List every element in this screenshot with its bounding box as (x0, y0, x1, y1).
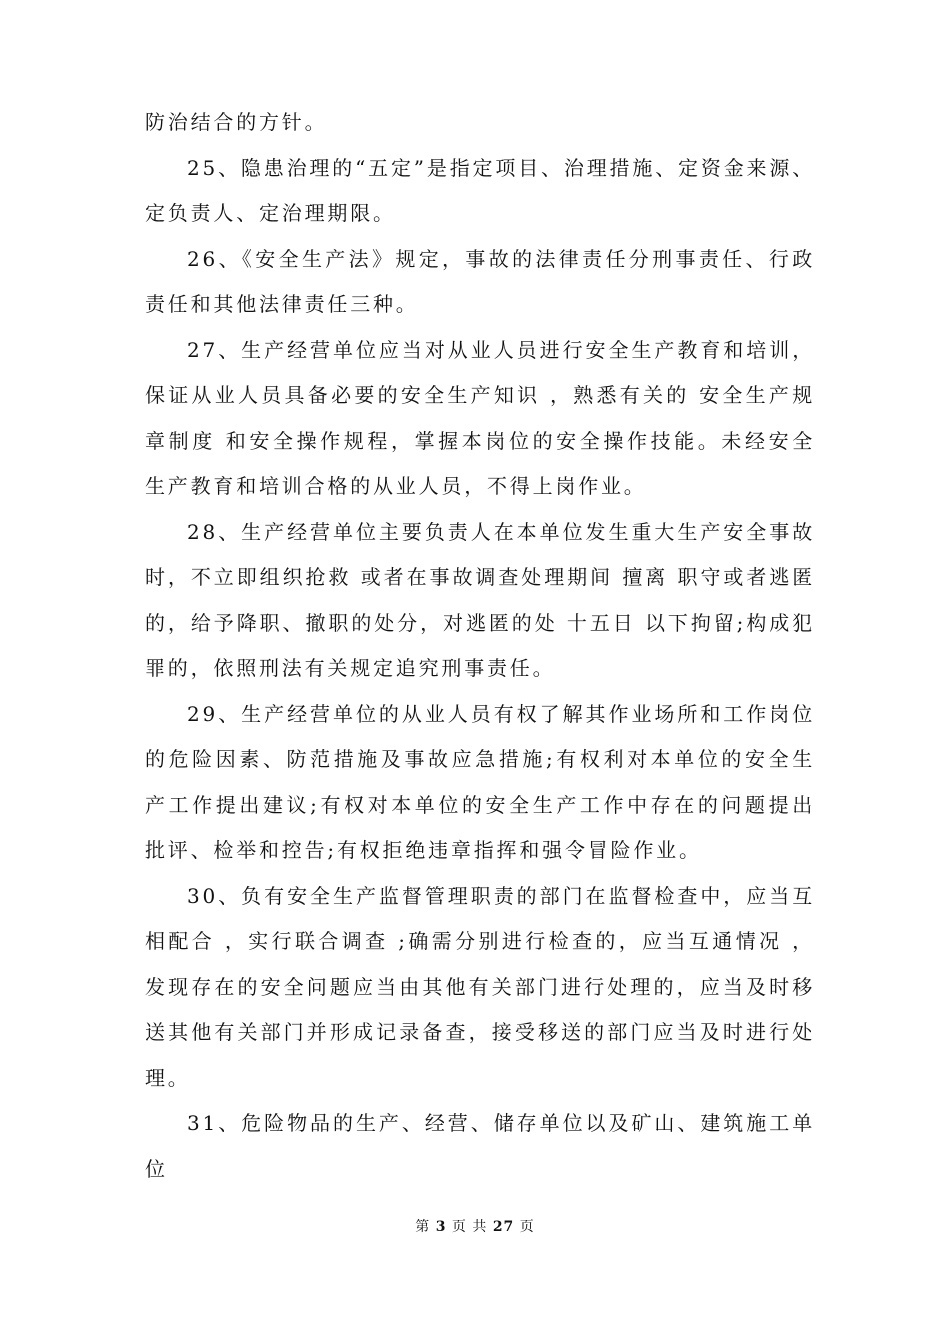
paragraph-item-25: 25、隐患治理的“五定”是指定项目、治理措施、定资金来源、定负责人、定治理期限。 (145, 155, 815, 225)
paragraph-item-26: 26、《安全生产法》规定，事故的法律责任分刑事责任、行政责任和其他法律责任三种。 (145, 246, 815, 316)
footer-prefix: 第 (415, 1219, 431, 1235)
footer-total-pages: 27 (492, 1219, 515, 1235)
paragraph-item-31: 31、危险物品的生产、经营、储存单位以及矿山、建筑施工单位 (145, 1111, 815, 1181)
paragraph-item-28: 28、生产经营单位主要负责人在本单位发生重大生产安全事故时，不立即组织抢救 或者在事故调查处理期间 擅离 职守或者逃匿的，给予降职、撤职的处分，对逃匿的处 十五日 以下拘留;构成犯罪的，依照刑法有关规定追究刑事责任。 (145, 519, 815, 680)
footer-middle: 页 共 (451, 1219, 488, 1235)
footer-suffix: 页 (519, 1219, 535, 1235)
paragraph-item-29: 29、生产经营单位的从业人员有权了解其作业场所和工作岗位的危险因素、防范措施及事故应急措施;有权利对本单位的安全生产工作提出建议;有权对本单位的安全生产工作中存在的问题提出批评、检举和控告;有权拒绝违章指挥和强令冒险作业。 (145, 701, 815, 862)
page-footer (0, 1216, 950, 1236)
paragraph-continuation: 防治结合的方针。 (145, 110, 328, 134)
paragraph-item-30: 30、负有安全生产监督管理职责的部门在监督检查中，应当互相配合 ，实行联合调查 ;确需分别进行检查的，应当互通情况 ，发现存在的安全问题应当由其他有关部门进行处理的，应当及时移送其他有关部门并形成记录备查，接受移送的部门应当及时进行处理。 (145, 883, 815, 1090)
footer-current-page: 3 (435, 1219, 447, 1235)
paragraph-item-27: 27、生产经营单位应当对从业人员进行安全生产教育和培训，保证从业人员具备必要的安全生产知识 ，熟悉有关的 安全生产规章制度 和安全操作规程，掌握本岗位的安全操作技能。未经安全生产教育和培训合格的从业人员，不得上岗作业。 (145, 337, 815, 498)
document-body (145, 100, 815, 1192)
